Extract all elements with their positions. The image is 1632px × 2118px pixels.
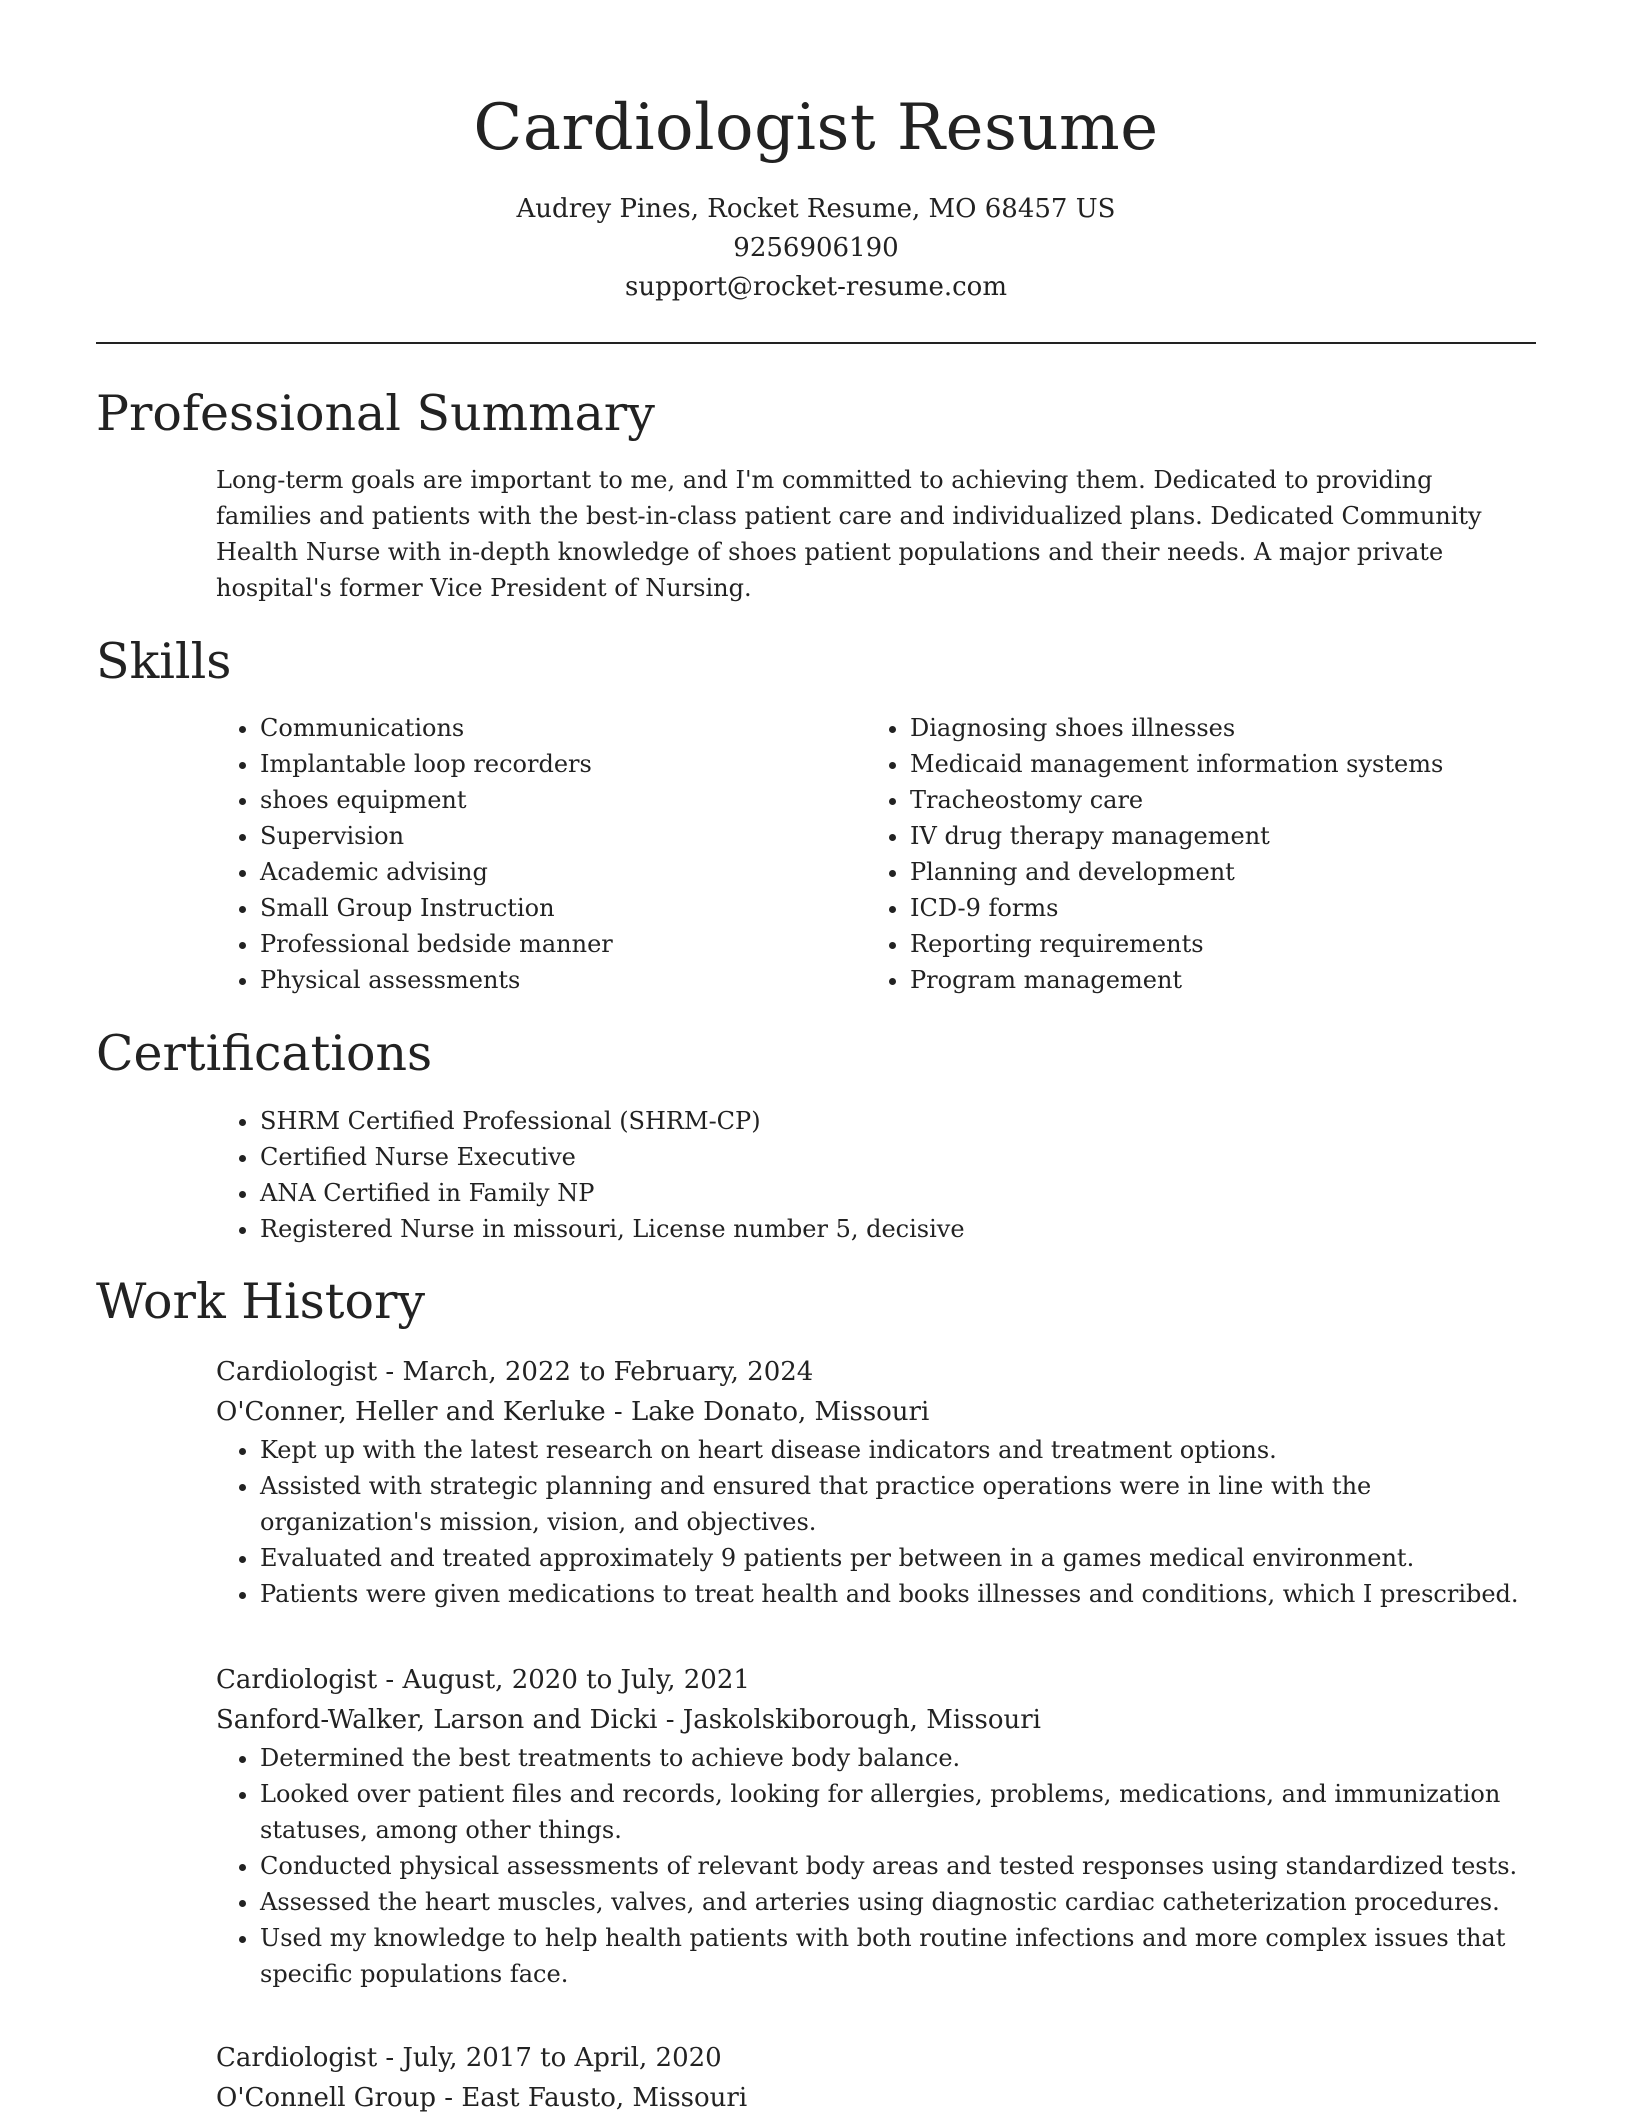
job-location: - Lake Donato, Missouri (605, 1397, 930, 1427)
job-bullet: • Conducted physical assessments of relevant body areas and tested responses using standardized tests. (260, 1848, 1546, 1884)
skill-item: • Supervision (260, 818, 816, 854)
job-title-line (216, 1352, 1546, 1392)
certifications-bullets (216, 1103, 1526, 1247)
skill-item: • Program management (910, 962, 1526, 998)
job-company-line (216, 1392, 1546, 1432)
job-company: Sanford-Walker, Larson and Dicki (216, 1705, 658, 1735)
job-entry (216, 1352, 1546, 1612)
job-role: Cardiologist (216, 1357, 378, 1387)
job-bullet: • Evaluated and treated approximately 9 patients per between in a games medical environment. (260, 1540, 1546, 1576)
skills-heading: Skills (96, 633, 232, 690)
skill-item: • Implantable loop recorders (260, 746, 816, 782)
job-company-line (216, 1700, 1546, 1740)
job-dates: - August, 2020 to July, 2021 (377, 1665, 750, 1695)
job-location: - East Fausto, Missouri (436, 2083, 748, 2113)
job-dates: - March, 2022 to February, 2024 (377, 1357, 814, 1387)
certification-item: • Registered Nurse in missouri, License number 5, decisive (260, 1211, 1526, 1247)
job-role: Cardiologist (216, 1665, 378, 1695)
job-bullets (216, 1740, 1546, 1992)
skill-item: • Diagnosing shoes illnesses (910, 710, 1526, 746)
job-entry (216, 2038, 1546, 2118)
job-dates: - July, 2017 to April, 2020 (377, 2043, 722, 2073)
job-bullet: • Assessed the heart muscles, valves, and arteries using diagnostic cardiac catheterization procedures. (260, 1884, 1546, 1920)
contact-email: support@rocket-resume.com (624, 272, 1007, 302)
job-company-line (216, 2078, 1546, 2118)
skill-item: • Reporting requirements (910, 926, 1526, 962)
contact-phone: 9256906190 (733, 233, 899, 263)
job-bullets (216, 1432, 1546, 1612)
certification-item: • ANA Certified in Family NP (260, 1175, 1526, 1211)
certifications-heading: Certifications (96, 1025, 433, 1082)
job-role: Cardiologist (216, 2043, 378, 2073)
skills-right-column (866, 710, 1526, 998)
skill-item: • ICD-9 forms (910, 890, 1526, 926)
job-location: - Jaskolskiborough, Missouri (657, 1705, 1041, 1735)
skill-item: • Small Group Instruction (260, 890, 816, 926)
skills-left-list (216, 710, 816, 998)
summary-heading: Professional Summary (96, 385, 655, 442)
job-company: O'Connell Group (216, 2083, 437, 2113)
job-title-line (216, 2038, 1546, 2078)
job-company: O'Conner, Heller and Kerluke (216, 1397, 606, 1427)
skills-right-list (866, 710, 1526, 998)
skills-left-column (216, 710, 816, 998)
skill-item: • Medicaid management information systems (910, 746, 1526, 782)
job-title-line (216, 1660, 1546, 1700)
job-bullet: • Used my knowledge to help health patients with both routine infections and more complex issues that specific populations face. (260, 1920, 1546, 1992)
certification-item: • SHRM Certified Professional (SHRM-CP) (260, 1103, 1526, 1139)
resume-title: Cardiologist Resume (473, 91, 1159, 165)
skill-item: • Professional bedside manner (260, 926, 816, 962)
job-bullet: • Assisted with strategic planning and ensured that practice operations were in line with the organization's mission, vision, and objectives. (260, 1468, 1546, 1540)
summary-text: Long-term goals are important to me, and I'm committed to achieving them. Dedicated to providing families and patients with the best-in-class patient care and individualized plans. Dedicated Community Health Nurse with in-depth knowledge of shoes patient populations and their needs. A major private hospital's former Vice President of Nursing. (216, 466, 1482, 602)
skill-item: • Academic advising (260, 854, 816, 890)
header-divider (96, 342, 1536, 344)
skill-item: • Physical assessments (260, 962, 816, 998)
skill-item: • IV drug therapy management (910, 818, 1526, 854)
job-bullet: • Kept up with the latest research on heart disease indicators and treatment options. (260, 1432, 1546, 1468)
job-bullet: • Patients were given medications to treat health and books illnesses and conditions, which I prescribed. (260, 1576, 1546, 1612)
job-bullet: • Determined the best treatments to achieve body balance. (260, 1740, 1546, 1776)
certifications-list (216, 1103, 1526, 1247)
job-entry (216, 1660, 1546, 1992)
job-bullet: • Looked over patient files and records, looking for allergies, problems, medications, and immunization statuses, among other things. (260, 1776, 1546, 1848)
skill-item: • Tracheostomy care (910, 782, 1526, 818)
contact-address: Audrey Pines, Rocket Resume, MO 68457 US (516, 194, 1116, 224)
work-history-heading: Work History (96, 1273, 426, 1330)
skill-item: • Communications (260, 710, 816, 746)
skill-item: • shoes equipment (260, 782, 816, 818)
skill-item: • Planning and development (910, 854, 1526, 890)
certification-item: • Certified Nurse Executive (260, 1139, 1526, 1175)
resume-header (96, 86, 1536, 307)
